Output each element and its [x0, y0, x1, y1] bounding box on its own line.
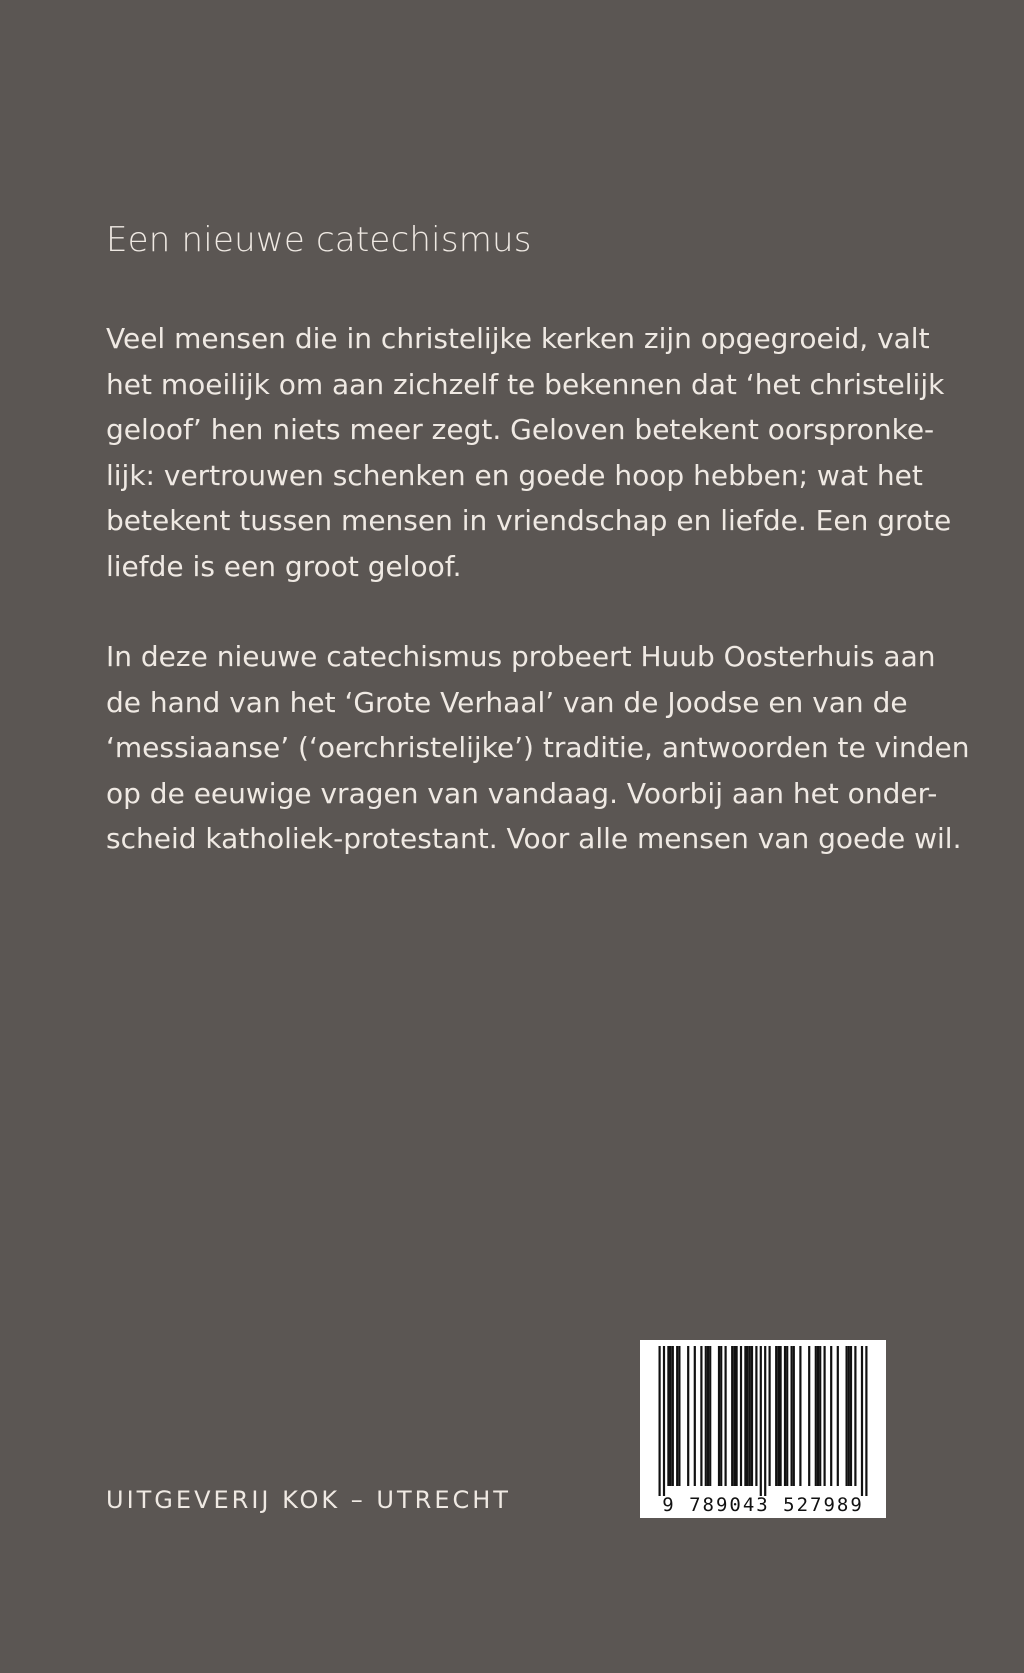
paragraph-intro [106, 316, 952, 589]
barcode-bar [687, 1346, 689, 1486]
barcode-bar [837, 1346, 839, 1486]
barcode-bar [731, 1346, 733, 1486]
barcode-bar [865, 1346, 867, 1496]
text-line: liefde is een groot geloof. [106, 549, 462, 583]
barcode-bar [793, 1346, 795, 1486]
barcode-bar [850, 1346, 852, 1486]
barcode-bar [744, 1346, 746, 1486]
text-line: ‘messiaanse’ (‘oerchristelijke’) traditie, antwoorden te vinden [106, 731, 970, 764]
barcode-bar [819, 1346, 821, 1486]
barcode-bar [659, 1346, 661, 1496]
barcode-bar [749, 1346, 751, 1486]
barcode-bar [830, 1346, 832, 1486]
barcode-bar [861, 1346, 863, 1496]
text-line: geloof’ hen niets meer zegt. Geloven betekent oorspronke- [106, 413, 935, 446]
barcode-bar [769, 1346, 771, 1486]
barcode-bar [720, 1346, 722, 1486]
barcode-bar [676, 1346, 678, 1486]
barcode-bar [808, 1346, 810, 1486]
text-line: Veel mensen die in christelijke kerken zijn opgegroeid, valt [106, 322, 930, 355]
text-line: scheid katholiek-protestant. Voor alle mensen van goede wil. [106, 822, 962, 855]
text-line: de hand van het ‘Grote Verhaal’ van de Joodse en van de [106, 685, 908, 719]
barcode-bar [740, 1346, 742, 1486]
barcode-bar [709, 1346, 711, 1486]
barcode-bar [791, 1346, 793, 1486]
barcode-bar [747, 1346, 749, 1486]
barcode-bar [678, 1346, 680, 1486]
barcode-bar [848, 1346, 850, 1486]
barcode-bar [718, 1346, 720, 1486]
barcode-bar [824, 1346, 826, 1486]
barcode-bar [817, 1346, 819, 1486]
barcode-bar [780, 1346, 782, 1486]
barcode-bar [700, 1346, 702, 1486]
barcode-bar [670, 1346, 672, 1486]
text-line: op de eeuwige vragen van vandaag. Voorbij aan het onder- [106, 776, 938, 810]
paragraph-description [106, 634, 970, 862]
barcode-bar [764, 1346, 766, 1496]
barcode-bar [784, 1346, 786, 1486]
barcode-bar [733, 1346, 735, 1486]
barcode-bar [799, 1346, 801, 1486]
barcode-bar [846, 1346, 848, 1486]
barcode-bar [694, 1346, 696, 1486]
barcode-bar [755, 1346, 757, 1486]
isbn-digits: 9 789043 527989 [662, 1494, 864, 1516]
barcode-bar [707, 1346, 709, 1486]
barcode-bar [667, 1346, 669, 1486]
barcode-bar [760, 1346, 762, 1496]
barcode-bars [640, 1340, 886, 1518]
isbn-barcode [640, 1340, 886, 1518]
text-line: lijk: vertrouwen schenken en goede hoop hebben; wat het [106, 458, 923, 492]
barcode-bar [705, 1346, 707, 1486]
barcode-bar [775, 1346, 777, 1486]
text-line: betekent tussen mensen in vriendschap en liefde. Een grote [106, 504, 952, 537]
barcode-bar [815, 1346, 817, 1486]
book-title: Een nieuwe catechismus [106, 220, 532, 260]
publisher-imprint: UITGEVERIJ KOK – UTRECHT [106, 1486, 511, 1514]
barcode-bar [777, 1346, 779, 1486]
barcode-bar [663, 1346, 665, 1496]
barcode-bar [751, 1346, 753, 1486]
text-line: In deze nieuwe catechismus probeert Huub Oosterhuis aan [106, 640, 936, 673]
barcode-bar [736, 1346, 738, 1486]
barcode-bar [786, 1346, 788, 1486]
barcode-bar [725, 1346, 727, 1486]
barcode-bar [672, 1346, 674, 1486]
text-line: het moeilijk om aan zichzelf te bekennen dat ‘het christelijk [106, 367, 945, 401]
barcode-bar [854, 1346, 856, 1486]
